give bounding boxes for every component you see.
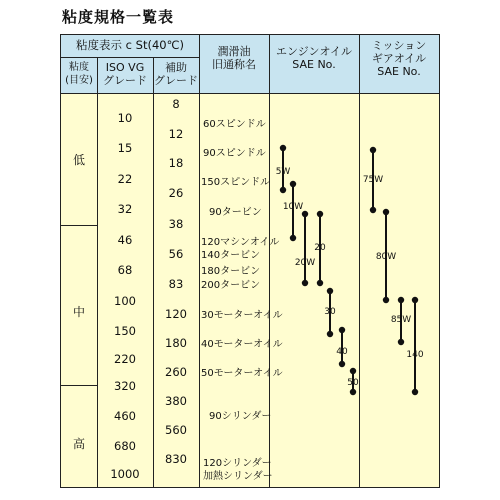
iso-value: 460 (114, 409, 136, 423)
header-grade: 粘度 (目安) (65, 62, 93, 86)
aux-value: 260 (165, 365, 187, 379)
iso-value: 220 (114, 352, 136, 366)
engine-label-40: 40 (336, 347, 348, 357)
header-engine: エンジンオイル SAE No. (276, 45, 352, 71)
iso-value: 15 (117, 141, 133, 155)
iso-value: 100 (114, 294, 136, 308)
aux-value: 830 (165, 452, 187, 466)
aux-value: 56 (168, 247, 184, 261)
oil-name: 加熱シリンダー (203, 471, 273, 482)
header-aux: 補助 グレード (154, 61, 198, 87)
oil-name: 200タービン (201, 280, 261, 291)
aux-value: 83 (168, 277, 184, 291)
iso-value: 46 (117, 233, 133, 247)
iso-value: 10 (117, 111, 133, 125)
page-title: 粘度規格一覧表 (62, 8, 175, 26)
engine-label-20w: 20W (294, 258, 316, 268)
grade-mid: 中 (72, 305, 85, 319)
iso-value: 22 (117, 172, 133, 186)
oil-name: 120マシンオイル (201, 237, 280, 248)
aux-value: 180 (165, 336, 187, 350)
aux-value: 26 (168, 186, 184, 200)
oil-name: 90タービン (209, 207, 262, 218)
oil-name: 120シリンダー (203, 458, 272, 469)
aux-value: 38 (168, 217, 184, 231)
oil-name: 140タービン (201, 250, 261, 261)
aux-value: 380 (165, 394, 187, 408)
engine-label-20: 20 (314, 243, 326, 253)
iso-value: 1000 (110, 467, 140, 481)
engine-label-30: 30 (324, 307, 336, 317)
header-mission: ミッション ギアオイル SAE No. (371, 39, 427, 78)
iso-value: 320 (114, 379, 136, 393)
oil-name: 30モーターオイル (201, 310, 283, 321)
oil-name: 150スピンドル (201, 177, 271, 188)
grade-low: 低 (72, 153, 85, 167)
iso-value: 680 (114, 439, 136, 453)
aux-value: 12 (168, 127, 184, 141)
iso-value: 68 (117, 263, 133, 277)
oil-name: 60スピンドル (203, 119, 266, 130)
mission-label-80w: 80W (375, 252, 397, 262)
engine-label-5w: 5W (275, 167, 291, 177)
oil-name: 50モーターオイル (201, 368, 283, 379)
mission-label-75w: 75W (362, 175, 384, 185)
header-oil-name: 潤滑油 旧通称名 (212, 45, 256, 71)
engine-label-10w: 10W (282, 202, 304, 212)
aux-value: 18 (168, 156, 184, 170)
oil-name: 90シリンダー (209, 411, 272, 422)
aux-value: 120 (165, 307, 187, 321)
aux-value: 8 (172, 97, 180, 111)
header-viscosity: 粘度表示 c St(40℃) (76, 38, 184, 52)
grade-high: 高 (72, 437, 85, 451)
aux-value: 560 (165, 423, 187, 437)
iso-value: 32 (117, 202, 133, 216)
iso-value: 150 (114, 324, 136, 338)
mission-label-85w: 85W (390, 315, 412, 325)
mission-label-140: 140 (406, 350, 424, 360)
oil-name: 40モーターオイル (201, 339, 283, 350)
header-iso: ISO VG グレード (103, 61, 147, 87)
engine-label-50: 50 (347, 378, 359, 388)
oil-name: 180タービン (201, 266, 261, 277)
oil-name: 90スピンドル (203, 148, 266, 159)
